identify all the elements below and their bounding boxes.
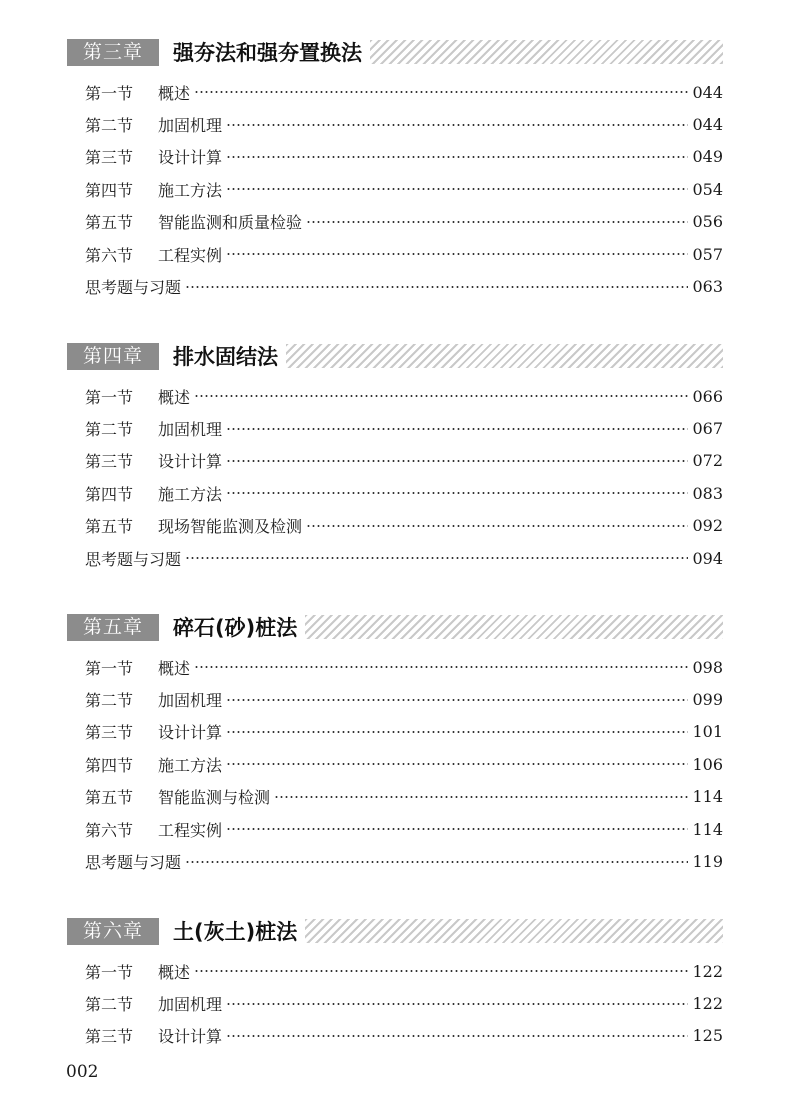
section-number: 第二节 [85, 116, 134, 136]
entry-label [85, 449, 222, 472]
toc-entry[interactable] [85, 542, 723, 574]
dot-leader [306, 525, 688, 527]
section-title: 加固机理 [158, 995, 223, 1015]
entry-page-number: 114 [692, 787, 723, 807]
toc-entry[interactable] [85, 955, 723, 987]
chapter-title: 强夯法和强夯置换法 [173, 41, 362, 65]
toc-entry[interactable] [85, 173, 723, 205]
section-number: 第四节 [85, 180, 134, 200]
toc-entry[interactable] [85, 108, 723, 140]
toc-entry[interactable] [85, 76, 723, 108]
entry-label [85, 514, 302, 537]
entry-label [85, 818, 222, 841]
section-title: 概述 [158, 83, 191, 103]
section-number: 第六节 [85, 245, 134, 265]
section-number: 第五节 [85, 517, 134, 537]
entry-label [85, 210, 302, 233]
dot-leader [226, 460, 688, 462]
entry-label [85, 785, 270, 808]
toc-entry[interactable] [85, 412, 723, 444]
entry-page-number: 101 [692, 722, 723, 742]
entry-page-number: 125 [692, 1026, 723, 1046]
chapter-header [67, 37, 723, 67]
section-number: 第一节 [85, 387, 134, 407]
chapter-3 [67, 37, 723, 303]
chapter-header [67, 916, 723, 946]
dot-leader [194, 970, 688, 972]
entry-label [85, 688, 222, 711]
chapter-title: 碎石(砂)桩法 [173, 616, 298, 640]
dot-leader [226, 124, 688, 126]
toc-entry[interactable] [85, 270, 723, 302]
chapter-label: 第五章 [67, 614, 159, 641]
toc-entry[interactable] [85, 683, 723, 715]
section-title: 思考题与习题 [85, 549, 182, 569]
entry-page-number: 122 [692, 994, 723, 1014]
entry-label [85, 482, 222, 505]
hatch-decoration [305, 615, 723, 639]
section-title: 工程实例 [158, 820, 223, 840]
dot-leader [274, 796, 688, 798]
toc-entry[interactable] [85, 651, 723, 683]
toc-entry[interactable] [85, 206, 723, 238]
dot-leader [185, 286, 688, 288]
section-title: 加固机理 [158, 691, 223, 711]
entry-page-number: 066 [692, 386, 723, 406]
section-title: 思考题与习题 [85, 853, 182, 873]
section-title: 设计计算 [158, 1027, 223, 1047]
chapter-label: 第四章 [67, 343, 159, 370]
section-number: 第二节 [85, 420, 134, 440]
chapter-header [67, 612, 723, 642]
entry-page-number: 063 [692, 277, 723, 297]
section-number: 第二节 [85, 995, 134, 1015]
section-number: 第一节 [85, 658, 134, 678]
toc-entry[interactable] [85, 845, 723, 877]
entry-page-number: 049 [692, 147, 723, 167]
entry-page-number: 054 [692, 179, 723, 199]
entry-label [85, 992, 222, 1015]
entry-page-number: 094 [692, 548, 723, 568]
section-number: 第一节 [85, 962, 134, 982]
dot-leader [226, 1003, 688, 1005]
entry-label [85, 753, 222, 776]
toc-entry[interactable] [85, 445, 723, 477]
hatch-decoration [305, 919, 723, 943]
chapter-label: 第六章 [67, 918, 159, 945]
section-number: 第六节 [85, 820, 134, 840]
section-number: 第一节 [85, 83, 134, 103]
section-number: 第三节 [85, 723, 134, 743]
section-title: 加固机理 [158, 116, 223, 136]
dot-leader [306, 221, 688, 223]
section-number: 第三节 [85, 1027, 134, 1047]
entry-page-number: 092 [692, 516, 723, 536]
toc-entry[interactable] [85, 510, 723, 542]
entry-label [85, 113, 222, 136]
entry-label [85, 275, 181, 298]
entry-label [85, 960, 190, 983]
dot-leader [194, 395, 688, 397]
section-title: 概述 [158, 387, 191, 407]
dot-leader [226, 188, 688, 190]
chapter-title: 排水固结法 [173, 345, 278, 369]
entry-page-number: 072 [692, 451, 723, 471]
dot-leader [194, 91, 688, 93]
chapter-4 [67, 341, 723, 574]
toc-entry[interactable] [85, 477, 723, 509]
section-title: 施工方法 [158, 755, 223, 775]
entry-page-number: 044 [692, 115, 723, 135]
entry-page-number: 056 [692, 212, 723, 232]
toc-entry[interactable] [85, 748, 723, 780]
section-title: 加固机理 [158, 420, 223, 440]
chapter-title: 土(灰土)桩法 [173, 920, 298, 944]
dot-leader [194, 666, 688, 668]
entry-page-number: 083 [692, 483, 723, 503]
section-title: 概述 [158, 962, 191, 982]
toc-entry[interactable] [85, 716, 723, 748]
entry-page-number: 098 [692, 657, 723, 677]
section-number: 第二节 [85, 691, 134, 711]
dot-leader [185, 557, 688, 559]
section-number: 第三节 [85, 148, 134, 168]
toc-entry[interactable] [85, 141, 723, 173]
entry-label [85, 850, 181, 873]
dot-leader [226, 763, 688, 765]
entry-label [85, 656, 190, 679]
toc-entry[interactable] [85, 781, 723, 813]
section-title: 智能监测和质量检验 [158, 213, 303, 233]
entry-page-number: 119 [692, 852, 723, 872]
section-title: 设计计算 [158, 452, 223, 472]
section-title: 思考题与习题 [85, 278, 182, 298]
section-title: 现场智能监测及检测 [158, 517, 303, 537]
section-title: 工程实例 [158, 245, 223, 265]
section-number: 第五节 [85, 213, 134, 233]
dot-leader [226, 828, 688, 830]
section-number: 第四节 [85, 484, 134, 504]
entry-page-number: 114 [692, 819, 723, 839]
dot-leader [226, 156, 688, 158]
dot-leader [226, 699, 688, 701]
section-title: 施工方法 [158, 180, 223, 200]
entry-label [85, 178, 222, 201]
section-title: 施工方法 [158, 484, 223, 504]
dot-leader [226, 1035, 688, 1037]
entry-page-number: 099 [692, 690, 723, 710]
entry-label [85, 81, 190, 104]
toc-entry[interactable] [85, 238, 723, 270]
dot-leader [226, 253, 688, 255]
chapter-label: 第三章 [67, 39, 159, 66]
chapter-header [67, 341, 723, 371]
hatch-decoration [370, 40, 723, 64]
toc-entry[interactable] [85, 813, 723, 845]
entry-label [85, 720, 222, 743]
toc-entry[interactable] [85, 987, 723, 1019]
section-number: 第五节 [85, 788, 134, 808]
chapter-6 [67, 916, 723, 1052]
entry-page-number: 067 [692, 419, 723, 439]
section-number: 第三节 [85, 452, 134, 472]
entry-label [85, 145, 222, 168]
hatch-decoration [286, 344, 723, 368]
page-number: 002 [66, 1062, 99, 1082]
entry-label [85, 1024, 222, 1047]
chapter-5 [67, 612, 723, 878]
section-title: 设计计算 [158, 148, 223, 168]
entry-page-number: 057 [692, 244, 723, 264]
entry-label [85, 417, 222, 440]
entry-page-number: 044 [692, 82, 723, 102]
entry-label [85, 385, 190, 408]
dot-leader [226, 731, 688, 733]
dot-leader [185, 861, 688, 863]
section-title: 设计计算 [158, 723, 223, 743]
toc-entry[interactable] [85, 380, 723, 412]
section-number: 第四节 [85, 755, 134, 775]
section-title: 概述 [158, 658, 191, 678]
section-title: 智能监测与检测 [158, 788, 271, 808]
entry-label [85, 243, 222, 266]
dot-leader [226, 428, 688, 430]
dot-leader [226, 492, 688, 494]
entry-page-number: 106 [692, 754, 723, 774]
toc-entry[interactable] [85, 1020, 723, 1052]
entry-label [85, 547, 181, 570]
entry-page-number: 122 [692, 961, 723, 981]
